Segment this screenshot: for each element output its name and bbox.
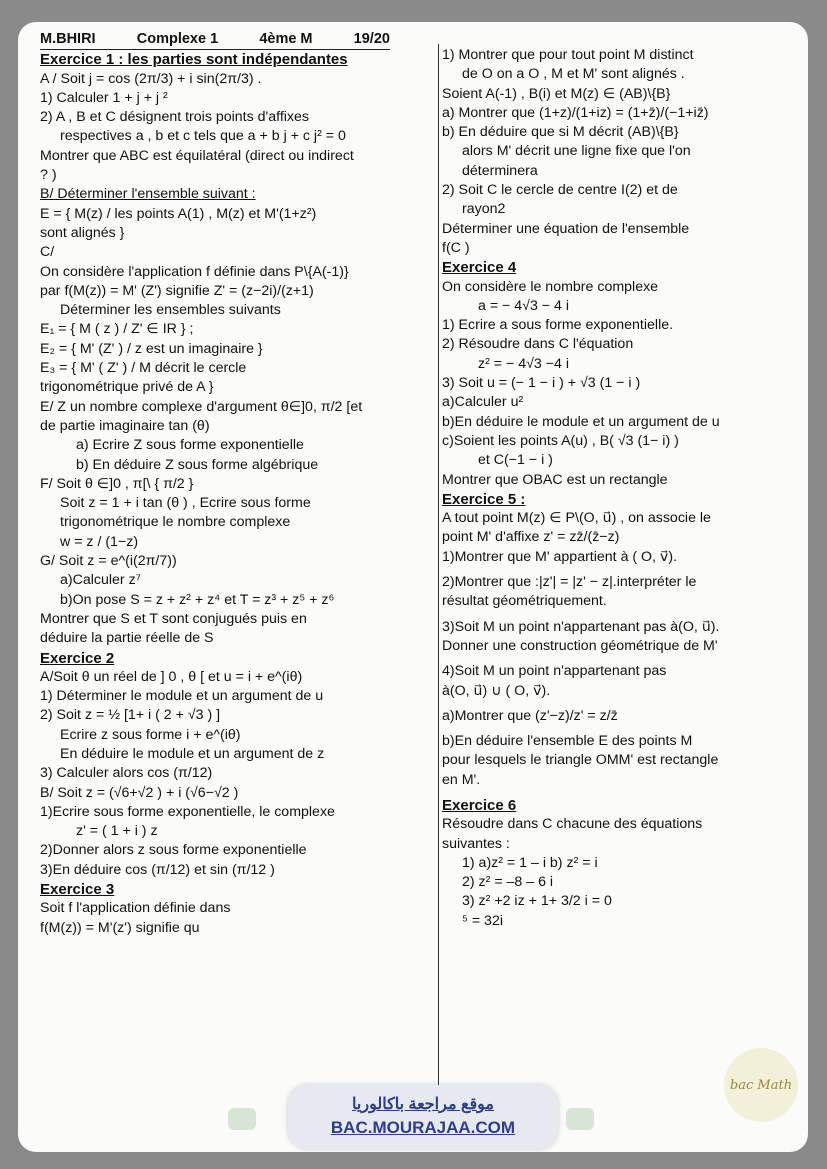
text-line: de partie imaginaire tan (θ) (40, 417, 210, 434)
text-line: 1) Ecrire a sous forme exponentielle. (442, 317, 674, 334)
page-header (40, 30, 390, 50)
left-exercises (40, 50, 442, 938)
right-column (442, 22, 782, 931)
text-line: 4)Soit M un point n'appartenant pas (442, 663, 667, 680)
text-line: ⁵ = 32i (462, 912, 503, 929)
text-line: a) Ecrire Z sous forme exponentielle (76, 437, 304, 454)
text-line: 3) Soit u = (− 1 − i ) + √3 (1 − i ) (442, 375, 641, 392)
text-line: z² = − 4√3 −4 i (478, 355, 569, 372)
text-line: 3) z² +2 iz + 1+ 3/2 i = 0 (462, 893, 612, 910)
text-line: déduire la partie réelle de S (40, 630, 214, 647)
text-line: 1) Calculer 1 + j + j ² (40, 89, 168, 106)
text-line: b)En déduire le module et un argument de u (442, 413, 720, 430)
text-line: résultat géométriquement. (442, 593, 607, 610)
text-line: sont alignés } (40, 224, 125, 241)
text-line: 1) a)z² = 1 – i b) z² = i (462, 854, 598, 871)
text-line: ? ) (40, 167, 57, 184)
left-column (40, 22, 442, 938)
text-line: par f(M(z)) = M' (Z') signifie Z' = (z−2i)/(z+1) (40, 282, 314, 299)
bac-math-badge: bac Math (724, 1048, 798, 1122)
exercise-title: Exercice 4 (442, 259, 517, 277)
text-line: à(O, u⃗) ∪ ( O, v⃗). (442, 682, 551, 699)
text-line: On considère le nombre complexe (442, 278, 659, 295)
text-line: déterminera (462, 162, 538, 179)
mini-logo-right (566, 1108, 594, 1130)
right-exercises (442, 46, 782, 931)
text-line: Montrer que ABC est équilatéral (direct ou indirect (40, 147, 354, 164)
text-line: trigonométrique privé de A } (40, 379, 214, 396)
text-line: b) En déduire que si M décrit (AB)\{B} (442, 124, 679, 141)
author: M.BHIRI (40, 31, 96, 47)
text-line: Montrer que S et T sont conjugués puis en (40, 610, 307, 627)
text-line: w = z / (1−z) (60, 533, 139, 550)
text-line: 2)Montrer que :|z'| = |z' − z|.interpréter le (442, 574, 697, 591)
column-divider (438, 44, 439, 1124)
text-line: 1) Déterminer le module et un argument de u (40, 688, 324, 705)
text-line: f(C ) (442, 239, 470, 256)
text-line: B/ Déterminer l'ensemble suivant : (40, 186, 256, 203)
text-line: 2) A , B et C désignent trois points d'affixes (40, 109, 310, 126)
text-line: 3)En déduire cos (π/12) et sin (π/12 ) (40, 861, 275, 878)
text-line: B/ Soit z = (√6+√2 ) + i (√6−√2 ) (40, 784, 239, 801)
text-line: En déduire le module et un argument de z (60, 745, 325, 762)
text-line: a) Montrer que (1+z)/(1+iz) = (1+z̄)/(−1+iz̄) (442, 104, 709, 121)
text-line: A/Soit θ un réel de ] 0 , θ [ et u = i + e^(iθ) (40, 668, 303, 685)
text-line: 2)Donner alors z sous forme exponentielle (40, 842, 307, 859)
text-line: 2) z² = –8 – 6 i (462, 874, 554, 891)
text-line: Déterminer une équation de l'ensemble (442, 220, 690, 237)
text-line: 2) Soit z = ½ [1+ i ( 2 + √3 ) ] (40, 707, 221, 724)
exam-sheet (18, 22, 808, 1152)
exercise-title: Exercice 3 (40, 881, 115, 899)
text-line: respectives a , b et c tels que a + b j + c j² = 0 (60, 128, 346, 145)
text-line: a = − 4√3 − 4 i (478, 297, 570, 314)
exercise-title: Exercice 5 : (442, 490, 526, 508)
text-line: A tout point M(z) ∈ P\(O, u⃗) , on associe le (442, 510, 711, 527)
text-line: C/ (40, 244, 55, 261)
text-line: b)En déduire l'ensemble E des points M (442, 733, 693, 750)
text-line: Résoudre dans C chacune des équations (442, 816, 703, 833)
text-line: c)Soient les points A(u) , B( √3 (1− i) ) (442, 432, 679, 449)
text-line: On considère l'application f définie dans P\{A(-1)} (40, 263, 349, 280)
text-line: rayon2 (462, 201, 506, 218)
text-line: E₃ = { M' ( Z' ) / M décrit le cercle (40, 360, 247, 377)
text-line: 1)Ecrire sous forme exponentielle, le complexe (40, 803, 335, 820)
text-line: F/ Soit θ ∈]0 , π[\ { π/2 } (40, 475, 194, 492)
exercise-title: Exercice 6 (442, 796, 517, 814)
text-line: a)Calculer u² (442, 394, 524, 411)
text-line: b)On pose S = z + z² + z⁴ et T = z³ + z⁵ + z⁶ (60, 591, 335, 608)
text-line: trigonométrique le nombre complexe (60, 514, 291, 531)
text-line: alors M' décrit une ligne fixe que l'on (462, 143, 691, 160)
text-line: a)Calculer z⁷ (60, 572, 141, 589)
text-line: suivantes : (442, 835, 510, 852)
exercise-title: Exercice 2 (40, 649, 115, 667)
text-line: E₂ = { M' (Z' ) / z est un imaginaire } (40, 340, 263, 357)
text-line: point M' d'affixe z' = zz̄/(z̄−z) (442, 529, 620, 546)
mini-logo-left (228, 1108, 256, 1130)
text-line: a)Montrer que (z'−z)/z' = z/z̄ (442, 707, 618, 724)
text-line: 1)Montrer que M' appartient à ( O, v⃗). (442, 548, 678, 565)
text-line: en M'. (442, 771, 481, 788)
watermark-arabic: موقع مراجعة باكالوريا (352, 1096, 494, 1113)
text-line: de O on a O , M et M' sont alignés . (462, 66, 685, 83)
text-line: E₁ = { M ( z ) / Z' ∈ IR } ; (40, 321, 194, 338)
text-line: Donner une construction géométrique de M' (442, 637, 718, 654)
text-line: A / Soit j = cos (2π/3) + i sin(2π/3) . (40, 70, 262, 87)
watermark-site[interactable]: BAC.MOURAJAA.COM (330, 1118, 516, 1137)
text-line: pour lesquels le triangle OMM' est rectangle (442, 752, 719, 769)
exercise-title: Exercice 1 : les parties sont indépendantes (40, 51, 348, 69)
text-line: 3) Calculer alors cos (π/12) (40, 765, 213, 782)
text-line: b) En déduire Z sous forme algébrique (76, 456, 319, 473)
text-line: et C(−1 − i ) (478, 452, 553, 469)
text-line: z' = ( 1 + i ) z (76, 823, 158, 840)
text-line: 3)Soit M un point n'appartenant pas à(O, u⃗). (442, 618, 720, 635)
subject: Complexe 1 (136, 31, 219, 47)
text-line: 2) Résoudre dans C l'équation (442, 336, 634, 353)
text-line: 1) Montrer que pour tout point M distinct (442, 47, 694, 63)
text-line: Soit z = 1 + i tan (θ ) , Ecrire sous forme (60, 495, 311, 512)
text-line: G/ Soit z = e^(i(2π/7)) (40, 553, 177, 570)
level: 4ème M (259, 31, 313, 47)
text-line: f(M(z)) = M'(z') signifie qu (40, 919, 200, 936)
text-line: Soient A(-1) , B(i) et M(z) ∈ (AB)\{B} (442, 85, 671, 102)
year: 19/20 (353, 31, 390, 47)
text-line: Soit f l'application définie dans (40, 900, 231, 917)
text-line: 2) Soit C le cercle de centre I(2) et de (442, 182, 678, 199)
text-line: Déterminer les ensembles suivants (60, 302, 281, 319)
text-line: E = { M(z) / les points A(1) , M(z) et M'(1+z²) (40, 205, 317, 222)
text-line: Montrer que OBAC est un rectangle (442, 471, 668, 488)
text-line: Ecrire z sous forme i + e^(iθ) (60, 726, 241, 743)
watermark-banner[interactable] (288, 1085, 558, 1149)
text-line: E/ Z un nombre complexe d'argument θ∈]0, π/2 [et (40, 398, 363, 415)
